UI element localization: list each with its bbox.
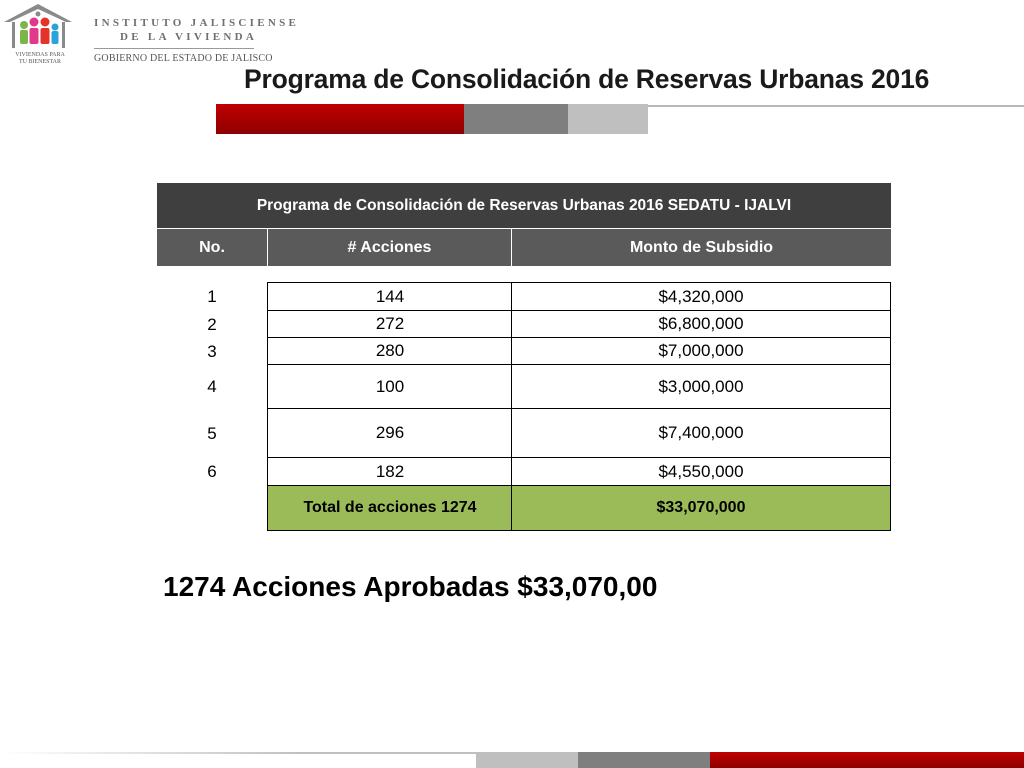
cell-no: 2: [207, 314, 217, 334]
header-stripe-red: [216, 104, 464, 134]
logo-caption: [8, 52, 72, 66]
cell-acciones: 272: [267, 311, 512, 338]
table-title: Programa de Consolidación de Reservas Urbanas 2016 SEDATU - IJALVI: [157, 183, 891, 228]
cell-no: 3: [207, 341, 217, 361]
cell-monto: $7,400,000: [511, 409, 891, 458]
institute-name-line1: INSTITUTO JALISCIENSE: [94, 17, 300, 29]
table-header-bottom-line: [267, 282, 891, 283]
cell-acciones: 296: [267, 409, 512, 458]
institute-divider: [94, 48, 254, 49]
cell-no: 4: [207, 377, 217, 396]
header-stripe-light-gray: [568, 104, 648, 134]
institute-name-line2: DE LA VIVIENDA: [120, 31, 258, 43]
cell-monto: $4,320,000: [511, 283, 891, 311]
cell-monto: $6,800,000: [511, 311, 891, 338]
footer-stripe-red: [710, 752, 1024, 768]
footer-stripe-light-gray: [476, 752, 578, 768]
header-stripe-dark-gray: [464, 104, 568, 134]
cell-no: 5: [207, 423, 217, 443]
cell-acciones: 100: [267, 365, 512, 409]
government-name: GOBIERNO DEL ESTADO DE JALISCO: [94, 53, 273, 64]
cell-acciones: 182: [267, 458, 512, 486]
cell-monto: $4,550,000: [511, 458, 891, 486]
logo-caption-line1: VIVIENDAS PARA: [15, 52, 65, 58]
cell-no: 6: [207, 462, 217, 481]
col-header-monto: Monto de Subsidio: [512, 229, 891, 266]
cell-monto: $7,000,000: [511, 338, 891, 365]
total-amount: $33,070,000: [511, 486, 891, 531]
summary-text: 1274 Acciones Aprobadas $33,070,00: [163, 571, 658, 602]
institute-name: [94, 16, 299, 44]
cell-monto: $3,000,000: [511, 365, 891, 409]
cell-acciones: 280: [267, 338, 512, 365]
logo-caption-line2: TU BIENESTAR: [18, 59, 62, 65]
cell-no: 1: [207, 287, 217, 306]
footer-stripe-dark-gray: [578, 752, 710, 768]
col-header-no: No.: [157, 229, 267, 266]
total-label: Total de acciones 1274: [267, 486, 512, 531]
page-title: Programa de Consolidación de Reservas Urbanas 2016: [244, 64, 930, 94]
col-header-acciones: # Acciones: [268, 229, 511, 266]
cell-acciones: 144: [267, 283, 512, 311]
